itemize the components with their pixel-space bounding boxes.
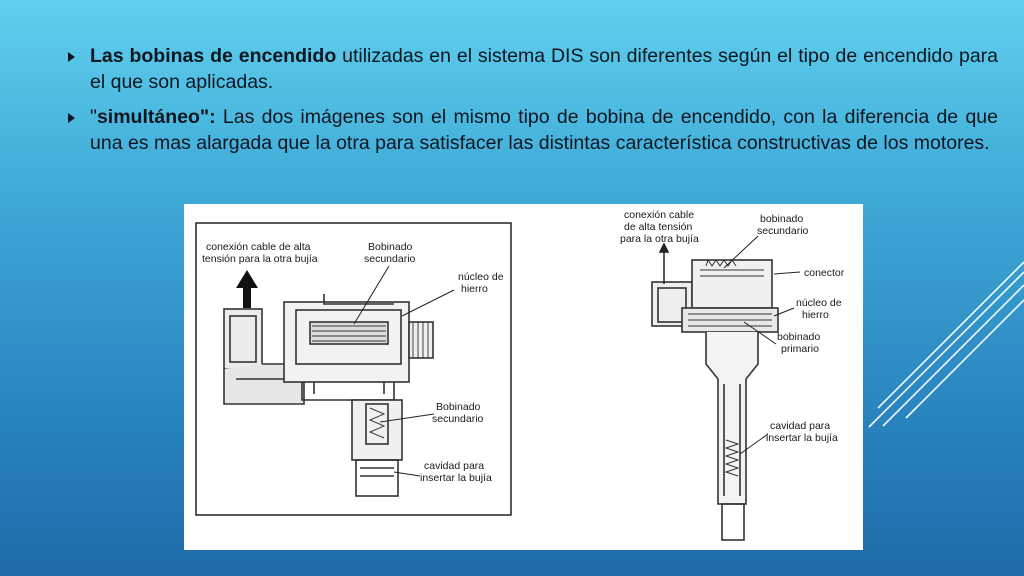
bullet-list xyxy=(66,44,998,166)
left-label-bobinado-bottom-1: Bobinado xyxy=(436,401,481,413)
left-label-cable-1: conexión cable de alta xyxy=(206,241,311,253)
left-label-bobinado-top-2: secundario xyxy=(364,253,416,265)
right-label-cable-3: para la otra bujía xyxy=(620,233,699,245)
bullet-quote-open: " xyxy=(90,106,97,128)
left-up-arrow-icon xyxy=(236,270,258,308)
bullet-bold-text: Las bobinas de encendido xyxy=(90,45,337,67)
right-label-bobinado-prim-2: primario xyxy=(781,343,819,355)
right-label-nucleo-2: hierro xyxy=(802,309,829,321)
ignition-coil-figure xyxy=(184,204,863,550)
left-label-bobinado-bottom-2: secundario xyxy=(432,413,484,425)
bullet-item-bobinas xyxy=(66,44,998,95)
bullet-bold-text: simultáneo xyxy=(96,106,200,128)
right-label-nucleo-1: núcleo de xyxy=(796,297,842,309)
bullet-arrow-icon xyxy=(68,52,75,62)
right-label-cable-1: conexión cable xyxy=(624,209,695,221)
right-label-bobinado-sec-2: secundario xyxy=(757,225,809,237)
bullet-arrow-icon xyxy=(68,113,75,123)
right-up-arrow-icon xyxy=(660,244,668,284)
bullet-quote-close: ": xyxy=(199,106,216,128)
right-label-cavidad-2: insertar la bujía xyxy=(766,432,838,444)
ignition-coil-diagram xyxy=(184,204,863,550)
left-label-bobinado-top-1: Bobinado xyxy=(368,241,413,253)
right-coil-drawing xyxy=(652,260,778,540)
left-label-cavidad-2: insertar la bujía xyxy=(420,472,492,484)
right-label-bobinado-sec-1: bobinado xyxy=(760,213,804,225)
right-label-conector: conector xyxy=(804,267,845,279)
bullet-text: utilizadas en el sistema DIS son diferentes según el tipo de encendido para el que son aplicadas. xyxy=(90,45,998,93)
left-label-nucleo-2: hierro xyxy=(461,283,488,295)
left-label-cable-2: tensión para la otra bujía xyxy=(202,253,318,265)
right-label-cable-2: de alta tensión xyxy=(624,221,693,233)
bullet-text: Las dos imágenes son el mismo tipo de bobina de encendido, con la diferencia de que una es mas alargada que la otra para satisfacer las distintas característica constructivas de los motores. xyxy=(90,106,998,154)
left-coil-drawing xyxy=(224,294,433,496)
left-label-nucleo-1: núcleo de xyxy=(458,271,504,283)
right-label-bobinado-prim-1: bobinado xyxy=(777,331,821,343)
left-label-cavidad-1: cavidad para xyxy=(424,460,485,472)
bullet-item-simultaneo xyxy=(66,105,998,156)
right-label-cavidad-1: cavidad para xyxy=(770,420,831,432)
